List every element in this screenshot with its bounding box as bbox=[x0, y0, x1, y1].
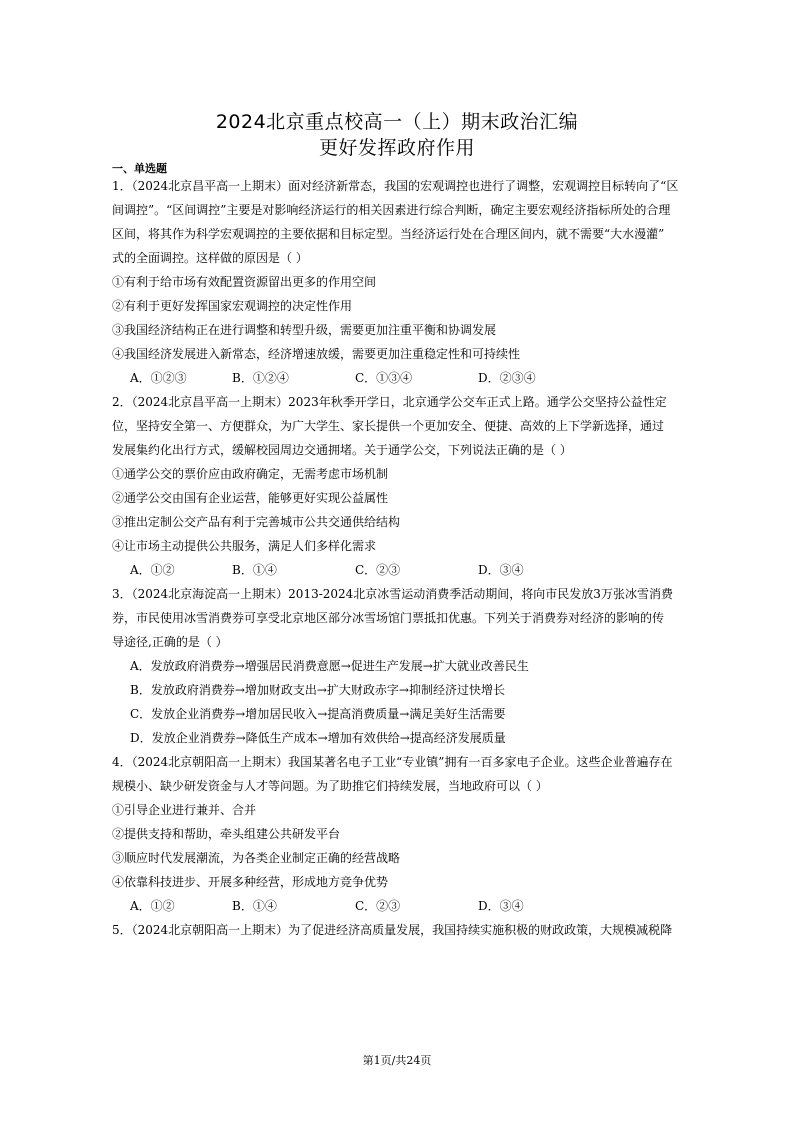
option-b: B．发放政府消费券→增加财政支出→扩大财政赤字→抑制经济过快增长 bbox=[130, 683, 505, 697]
question-text-line: 导途径,正确的是（ ） bbox=[112, 635, 228, 649]
answer-options bbox=[130, 898, 684, 914]
question-text-line: 规模小、缺少研发资金与人才等问题。为了助推它们持续发展，当地政府可以（ ） bbox=[112, 779, 548, 793]
question-text-line: 区间，将其作为科学宏观调控的主要依据和目标定型。当经济运行处在合理区间内，就不需要“大水漫灌” bbox=[112, 227, 665, 241]
option-b: B．①④ bbox=[232, 899, 277, 913]
statement-item: ①引导企业进行兼并、合并 bbox=[112, 803, 257, 817]
document-subtitle: 更好发挥政府作用 bbox=[318, 137, 475, 159]
option-c: C．发放企业消费券→增加居民收入→提高消费质量→满足美好生活需要 bbox=[130, 707, 506, 721]
option-d: D．③④ bbox=[478, 563, 524, 577]
option-a: A．①② bbox=[130, 563, 175, 577]
option-b: B．①④ bbox=[232, 563, 277, 577]
statement-item: ④让市场主动提供公共服务，满足人们多样化需求 bbox=[112, 539, 377, 553]
option-b: B．①②④ bbox=[232, 371, 289, 385]
option-d: D．发放企业消费券→降低生产成本→增加有效供给→提高经济发展质量 bbox=[130, 731, 506, 745]
page-number: 第1页/共24页 bbox=[362, 1054, 432, 1067]
answer-options bbox=[130, 562, 684, 578]
question-text-line: 间调控”。“区间调控”主要是对影响经济运行的相关因素进行综合判断，确定主要宏观经济指标所处的合理 bbox=[112, 203, 671, 217]
document-title: 2024北京重点校高一（上）期末政治汇编 bbox=[215, 111, 579, 133]
statement-item: ④依靠科技进步、开展多种经营，形成地方竞争优势 bbox=[112, 875, 389, 889]
question-text-line: 券，市民使用冰雪消费券可享受北京地区部分冰雪场馆门票抵扣优惠。下列关于消费券对经济的影响的传 bbox=[112, 611, 665, 625]
option-d: D．③④ bbox=[478, 899, 524, 913]
option-c: C．①③④ bbox=[355, 371, 413, 385]
statement-item: ①有利于给市场有效配置资源留出更多的作用空间 bbox=[112, 275, 377, 289]
question-text-line: 4．（2024北京朝阳高一上期末）我国某著名电子工业“专业镇”拥有一百多家电子企业。这些企业普遍存在 bbox=[112, 755, 673, 769]
option-a: A．①② bbox=[130, 899, 175, 913]
statement-item: ②有利于更好发挥国家宏观调控的决定性作用 bbox=[112, 299, 353, 313]
statement-item: ②通学公交由国有企业运营，能够更好实现公益属性 bbox=[112, 491, 389, 505]
statement-item: ④我国经济发展进入新常态，经济增速放缓，需要更加注重稳定性和可持续性 bbox=[112, 347, 521, 361]
option-c: C．②③ bbox=[355, 563, 401, 577]
question-text-line: 2．（2024北京昌平高一上期末）2023年秋季开学日，北京通学公交车正式上路。通学公交坚持公益性定 bbox=[112, 395, 667, 409]
statement-item: ②提供支持和帮助，牵头组建公共研发平台 bbox=[112, 827, 341, 841]
question-text-line: 位，坚持安全第一、方便群众，为广大学生、家长提供一个更加安全、便捷、高效的上下学新选择，通过 bbox=[112, 419, 665, 433]
statement-item: ③顺应时代发展潮流，为各类企业制定正确的经营战略 bbox=[112, 851, 401, 865]
statement-item: ③我国经济结构正在进行调整和转型升级，需要更加注重平衡和协调发展 bbox=[112, 323, 497, 337]
option-c: C．②③ bbox=[355, 899, 401, 913]
question-text-line: 发展集约化出行方式，缓解校园周边交通拥堵。关于通学公交，下列说法正确的是（ ） bbox=[112, 443, 572, 457]
question-text-line: 1．（2024北京昌平高一上期末）面对经济新常态，我国的宏观调控也进行了调整，宏观调控目标转向了“区 bbox=[112, 179, 679, 193]
option-a: A．①②③ bbox=[130, 371, 187, 385]
answer-options bbox=[130, 370, 684, 386]
section-heading: 一、单选题 bbox=[112, 162, 167, 175]
question-text-line: 式的全面调控。这样做的原因是（ ） bbox=[112, 251, 308, 265]
option-d: D．②③④ bbox=[478, 371, 536, 385]
question-text-line: 5．（2024北京朝阳高一上期末）为了促进经济高质量发展，我国持续实施积极的财政政策，大规模减税降 bbox=[112, 923, 673, 937]
option-a: A．发放政府消费券→增强居民消费意愿→促进生产发展→扩大就业改善民生 bbox=[130, 659, 529, 673]
question-text-line: 3．（2024北京海淀高一上期末）2013-2024北京冰雪运动消费季活动期间，将向市民发放3万张冰雪消费 bbox=[112, 587, 673, 601]
statement-item: ①通学公交的票价应由政府确定，无需考虑市场机制 bbox=[112, 467, 389, 481]
statement-item: ③推出定制公交产品有利于完善城市公共交通供给结构 bbox=[112, 515, 401, 529]
